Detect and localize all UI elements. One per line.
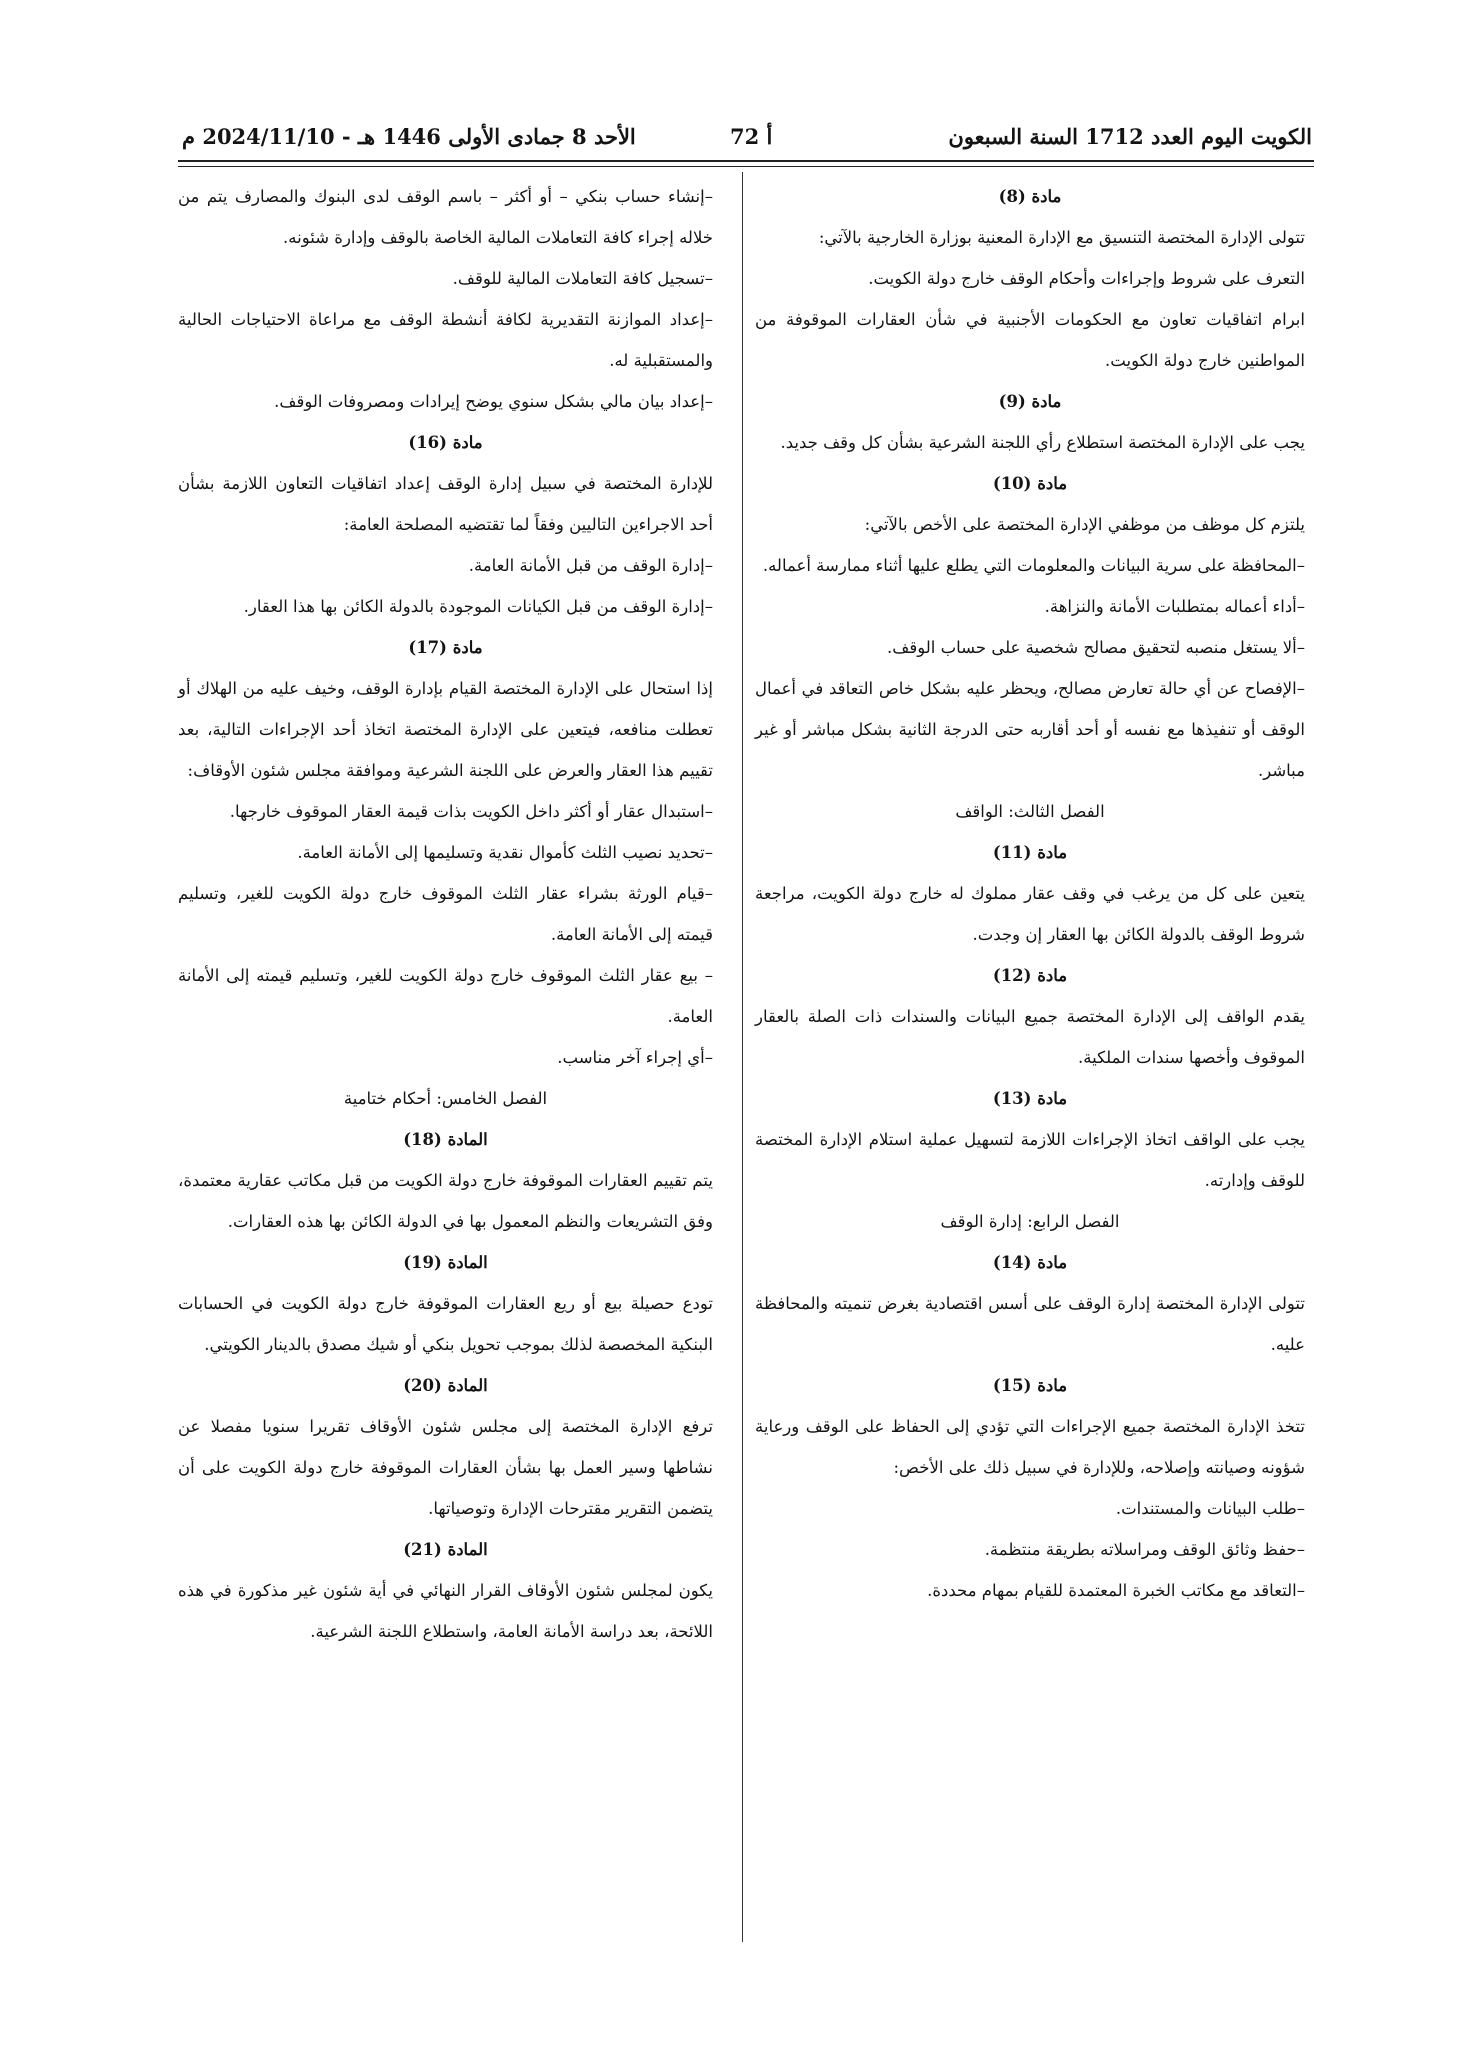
section-heading: المادة (18)	[403, 1130, 488, 1149]
paragraph: –أداء أعماله بمتطلبات الأمانة والنزاهة.	[1044, 597, 1305, 616]
paragraph: –إنشاء حساب بنكي – أو أكثر – باسم الوقف لدى البنوك والمصارف يتم من خلاله إجراء كافة التعاملات المالية الخاصة بالوقف وإدارة شئونه.	[178, 187, 713, 247]
page-header	[182, 118, 1312, 158]
section-heading: مادة (15)	[992, 1376, 1068, 1395]
paragraph: –المحافظة على سرية البيانات والمعلومات التي يطلع عليها أثناء ممارسة أعماله.	[762, 556, 1305, 575]
paragraph: تتولى الإدارة المختصة التنسيق مع الإدارة المعنية بوزارة الخارجية بالآتي:	[818, 228, 1305, 247]
paragraph: ابرام اتفاقيات تعاون مع الحكومات الأجنبية في شأن العقارات الموقوفة من المواطنين خارج دولة الكويت.	[755, 310, 1305, 370]
section-heading: المادة (20)	[403, 1376, 488, 1395]
paragraph: ترفع الإدارة المختصة إلى مجلس شئون الأوقاف تقريرا سنويا مفصلا عن نشاطها وسير العمل بها بشأن العقارات الموقوفة خارج دولة الكويت على أن يتضمن التقرير مقترحات الإدارة وتوصياتها.	[178, 1417, 713, 1518]
section-heading: مادة (16)	[408, 433, 483, 452]
section-heading: مادة (17)	[408, 638, 483, 657]
paragraph: يجب على الواقف اتخاذ الإجراءات اللازمة لتسهيل عملية استلام الإدارة المختصة للوقف وإدارته.	[755, 1130, 1305, 1190]
header-rule-thin	[178, 166, 1314, 167]
paragraph: يجب على الإدارة المختصة استطلاع رأي اللجنة الشرعية بشأن كل وقف جديد.	[780, 433, 1305, 452]
paragraph: –تحديد نصيب الثلث كأموال نقدية وتسليمها إلى الأمانة العامة.	[297, 843, 713, 862]
section-heading: مادة (12)	[992, 966, 1068, 985]
left-column	[178, 176, 713, 1652]
paragraph: –أي إجراء آخر مناسب.	[557, 1048, 713, 1067]
paragraph: يتعين على كل من يرغب في وقف عقار مملوك له خارج دولة الكويت، مراجعة شروط الوقف بالدولة الكائن بها العقار إن وجدت.	[755, 884, 1305, 944]
section-heading: الفصل الرابع: إدارة الوقف	[940, 1212, 1120, 1231]
paragraph: –ألا يستغل منصبه لتحقيق مصالح شخصية على حساب الوقف.	[887, 638, 1305, 657]
section-heading: مادة (8)	[998, 187, 1062, 206]
header-date: الأحد 8 جمادى الأولى 1446 هـ - 2024/11/10 م	[182, 124, 636, 149]
header-issue: الكويت اليوم العدد 1712 السنة السبعون	[948, 124, 1312, 149]
paragraph: –إدارة الوقف من قبل الأمانة العامة.	[468, 556, 713, 575]
section-heading: مادة (10)	[992, 474, 1068, 493]
paragraph: إذا استحال على الإدارة المختصة القيام بإدارة الوقف، وخيف عليه من الهلاك أو تعطلت منافعه، فيتعين على الإدارة المختصة اتخاذ أحد الإجراءات التالية، بعد تقييم هذا العقار والعرض على اللجنة الشرعية وموافقة مجلس شئون الأوقاف:	[178, 679, 713, 780]
section-heading: مادة (13)	[992, 1089, 1068, 1108]
paragraph: للإدارة المختصة في سبيل إدارة الوقف إعداد اتفاقيات التعاون اللازمة بشأن أحد الاجراءين التاليين وفقاً لما تقتضيه المصلحة العامة:	[178, 474, 713, 534]
paragraph: التعرف على شروط وإجراءات وأحكام الوقف خارج دولة الكويت.	[868, 269, 1305, 288]
section-heading: الفصل الخامس: أحكام ختامية	[343, 1089, 548, 1108]
paragraph: –التعاقد مع مكاتب الخبرة المعتمدة للقيام بمهام محددة.	[927, 1581, 1305, 1600]
paragraph: يقدم الواقف إلى الإدارة المختصة جميع البيانات والسندات ذات الصلة بالعقار الموقوف وأخصها سندات الملكية.	[755, 1007, 1305, 1067]
paragraph: يتم تقييم العقارات الموقوفة خارج دولة الكويت من قبل مكاتب عقارية معتمدة، وفق التشريعات والنظم المعمول بها في الدولة الكائن بها هذه العقارات.	[178, 1171, 713, 1231]
section-heading: الفصل الثالث: الواقف	[955, 802, 1105, 821]
section-heading: مادة (14)	[992, 1253, 1068, 1272]
paragraph: –إعداد الموازنة التقديرية لكافة أنشطة الوقف مع مراعاة الاحتياجات الحالية والمستقبلية له.	[178, 310, 713, 370]
section-heading: مادة (9)	[998, 392, 1062, 411]
paragraph: –إعداد بيان مالي بشكل سنوي يوضح إيرادات ومصروفات الوقف.	[274, 392, 713, 411]
section-heading: المادة (21)	[403, 1540, 488, 1559]
paragraph: –حفظ وثائق الوقف ومراسلاته بطريقة منتظمة.	[984, 1540, 1305, 1559]
paragraph: –إدارة الوقف من قبل الكيانات الموجودة بالدولة الكائن بها هذا العقار.	[243, 597, 713, 616]
paragraph: يلتزم كل موظف من موظفي الإدارة المختصة على الأخص بالآتي:	[864, 515, 1305, 534]
paragraph: – بيع عقار الثلث الموقوف خارج دولة الكويت للغير، وتسليم قيمته إلى الأمانة العامة.	[178, 966, 713, 1026]
paragraph: –تسجيل كافة التعاملات المالية للوقف.	[452, 269, 713, 288]
paragraph: –قيام الورثة بشراء عقار الثلث الموقوف خارج دولة الكويت للغير، وتسليم قيمته إلى الأمانة العامة.	[178, 884, 713, 944]
header-page-number: أ 72	[730, 124, 773, 149]
paragraph: –طلب البيانات والمستندات.	[1115, 1499, 1305, 1518]
paragraph: تتخذ الإدارة المختصة جميع الإجراءات التي تؤدي إلى الحفاظ على الوقف ورعاية شؤونه وصيانته وإصلاحه، وللإدارة في سبيل ذلك على الأخص:	[755, 1417, 1305, 1477]
section-heading: المادة (19)	[403, 1253, 488, 1272]
paragraph: يكون لمجلس شئون الأوقاف القرار النهائي في أية شئون غير مذكورة في هذه اللائحة، بعد دراسة الأمانة العامة، واستطلاع اللجنة الشرعية.	[178, 1581, 713, 1641]
paragraph: –الإفصاح عن أي حالة تعارض مصالح، ويحظر عليه بشكل خاص التعاقد في أعمال الوقف أو تنفيذها مع نفسه أو أحد أقاربه حتى الدرجة الثانية بشكل مباشر أو غير مباشر.	[755, 679, 1305, 780]
header-rule-thick	[178, 160, 1314, 162]
paragraph: –استبدال عقار أو أكثر داخل الكويت بذات قيمة العقار الموقوف خارجها.	[229, 802, 713, 821]
right-column	[755, 176, 1305, 1611]
paragraph: تودع حصيلة بيع أو ريع العقارات الموقوفة خارج دولة الكويت في الحسابات البنكية المخصصة لذلك بموجب تحويل بنكي أو شيك مصدق بالدينار الكويتي.	[178, 1294, 713, 1354]
section-heading: مادة (11)	[992, 843, 1068, 862]
paragraph: تتولى الإدارة المختصة إدارة الوقف على أسس اقتصادية بغرض تنميته والمحافظة عليه.	[755, 1294, 1305, 1354]
column-divider	[742, 172, 743, 1942]
